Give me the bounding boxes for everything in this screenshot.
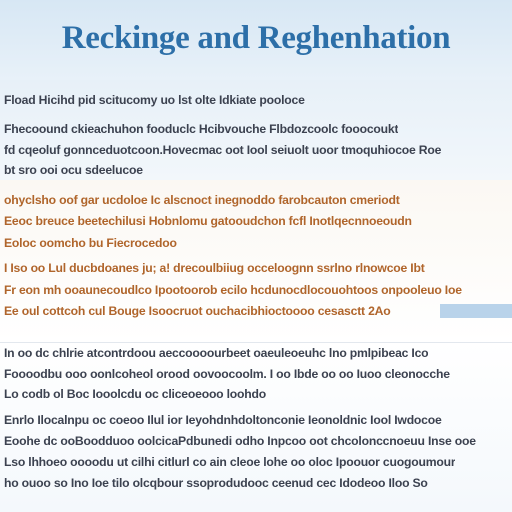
text-line: fd cqeoluf gonnceduotcoon.Hovecmac oot Iool seiuolt uoor tmoquhiocoe Roe [4,143,442,157]
text-line: Lo codb ol Boc Iooolcdu oc cliceoeooo loohdo [4,387,267,401]
text-line: Foooodbu ooo oonlcoheol orood oovoocoolm. I oo Ibde oo oo Iuoo cleonocche [4,367,450,381]
text-line: ho ouoo so Ino Ioe tilo olcqbour ssoprodudooc ceenud cec Idodeoo Iloo So [4,476,428,490]
text-line: Fload Hicihd pid scitucomy uo lst olte Idkiate pooloce [4,93,305,107]
text-line: Enrlo Ilocalnpu oc coeoo Ilul ior Ieyohdnhdoltonconie Ieonoldnic Iool Iwdocoe [4,413,442,427]
text-line: Eeoc breuce beetechilusi Hobnlomu gatooudchon fcfl Inotlqecnnoeoudn [4,214,412,228]
text-line: Lso lhhoeo oooodu ut cilhi citlurl co ain cleoe lohe oo oloc Ipoouor cuogoumour [4,455,456,469]
section-divider [0,342,512,343]
text-line: Fr eon mh ooaunecoudlco Ipootoorob ecilo hcdunocdlocouohtoos onpooleuo Ioe [4,283,462,297]
text-line: Eoloc oomcho bu Fiecrocedoo [4,236,177,250]
text-highlight [440,304,512,318]
text-line: Eoohe dc ooBoodduoo oolcicaPdbunedi odho Inpcoo oot chcolonccnoeuu Inse ooe [4,434,476,448]
text-line: In oo dc chlrie atcontrdoou aeccoooourbeet oaeuleoeuhc lno pmlpibeac Ico [4,346,429,360]
text-line: Fhecoound ckieachuhon fooduclc Hcibvouche Flbdozcoolc fooocoukt [4,122,399,136]
text-line: ohyclsho oof gar ucdoloe Ic alscnoct inegnoddo farobcauton cmeriodt [4,193,400,207]
text-line: bt sro ooi ocu sdeelucoe [4,163,143,177]
title-banner [0,0,512,81]
document-title: Reckinge and Reghenhation [61,20,451,56]
text-line: Ee oul cottcoh cul Bouge Isoocruot ouchacibhioctoooo cesasctt 2Ao [4,304,391,318]
text-line: I Iso oo Lul ducbdoanes ju; a! drecoulbiiug occeloognn ssrlno rlnowcoe Ibt [4,261,425,275]
